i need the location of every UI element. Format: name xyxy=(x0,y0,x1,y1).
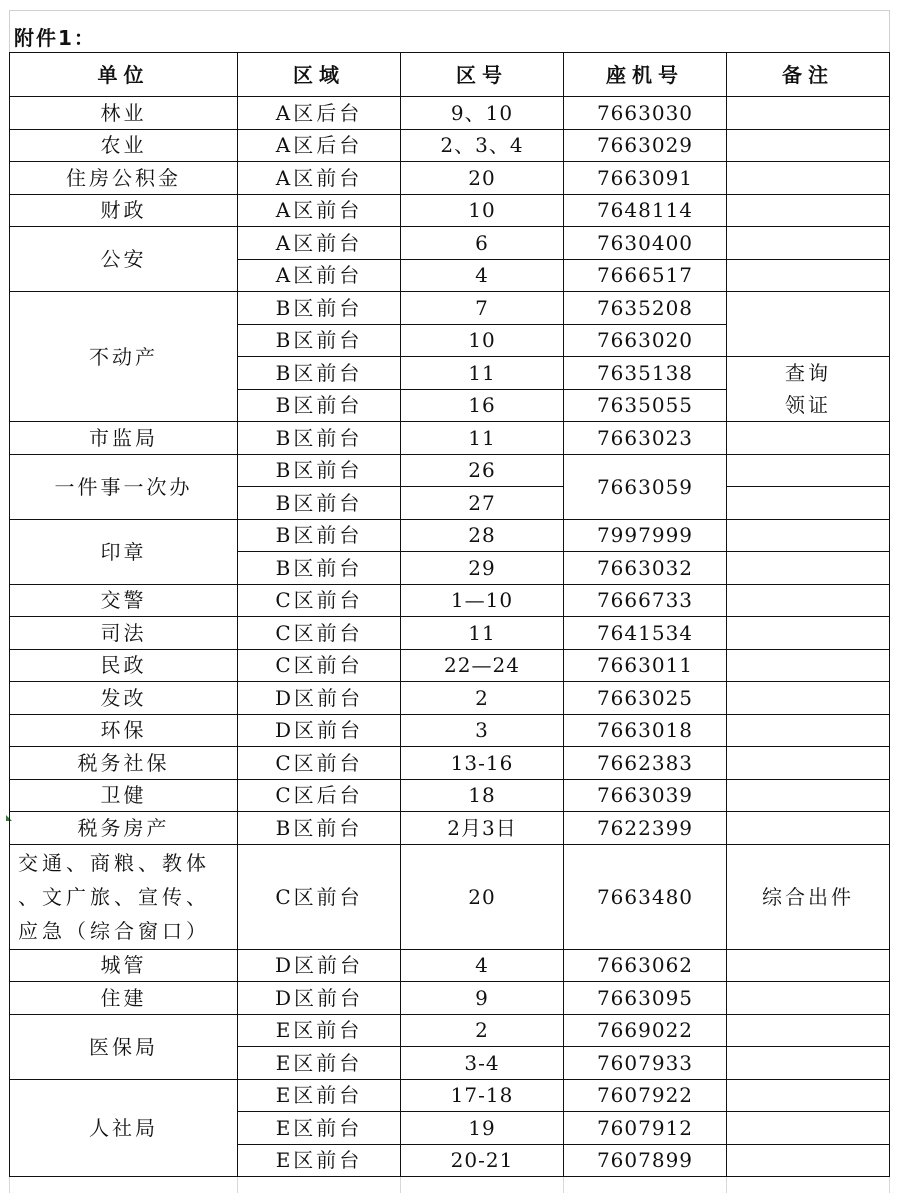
table-row xyxy=(10,519,890,552)
unit-cell: 住建 xyxy=(10,982,238,1015)
area-cell: C区后台 xyxy=(238,779,401,812)
zone-cell: 1—10 xyxy=(401,584,564,617)
note-cell xyxy=(727,714,890,747)
note-cell xyxy=(727,682,890,715)
area-cell: A区前台 xyxy=(238,227,401,260)
unit-cell: 司法 xyxy=(10,617,238,650)
zone-cell: 9、10 xyxy=(401,97,564,130)
zone-cell: 6 xyxy=(401,227,564,260)
phone-cell: 7635208 xyxy=(564,292,727,325)
phone-cell: 7663029 xyxy=(564,129,727,162)
table-row xyxy=(10,844,890,949)
table-row xyxy=(10,1014,890,1047)
note-line: 领证 xyxy=(785,393,831,417)
unit-cell: 环保 xyxy=(10,714,238,747)
phone-cell: 7663039 xyxy=(564,779,727,812)
unit-cell: 医保局 xyxy=(10,1014,238,1079)
unit-cell: 一件事一次办 xyxy=(10,454,238,519)
phone-cell: 7607933 xyxy=(564,1047,727,1080)
area-cell: C区前台 xyxy=(238,844,401,949)
contact-table xyxy=(9,52,890,1193)
header-unit: 单位 xyxy=(10,53,238,97)
phone-cell: 7669022 xyxy=(564,1014,727,1047)
zone-cell: 13-16 xyxy=(401,747,564,780)
phone-cell: 7607899 xyxy=(564,1144,727,1177)
area-cell: A区前台 xyxy=(238,162,401,195)
phone-cell: 7663095 xyxy=(564,982,727,1015)
zone-cell: 3 xyxy=(401,714,564,747)
phone-cell: 7635055 xyxy=(564,389,727,422)
table-row xyxy=(10,129,890,162)
zone-cell: 10 xyxy=(401,194,564,227)
empty-cell xyxy=(727,1177,890,1194)
area-cell: B区前台 xyxy=(238,454,401,487)
note-cell xyxy=(727,584,890,617)
phone-cell: 7635138 xyxy=(564,357,727,390)
table-row xyxy=(10,194,890,227)
unit-cell: 不动产 xyxy=(10,292,238,422)
zone-cell: 2 xyxy=(401,682,564,715)
area-cell: C区前台 xyxy=(238,649,401,682)
area-cell: B区前台 xyxy=(238,487,401,520)
unit-cell: 交警 xyxy=(10,584,238,617)
area-cell: E区前台 xyxy=(238,1144,401,1177)
unit-cell: 农业 xyxy=(10,129,238,162)
note-cell xyxy=(727,292,890,357)
note-cell xyxy=(727,487,890,520)
area-cell: C区前台 xyxy=(238,617,401,650)
area-cell: E区前台 xyxy=(238,1014,401,1047)
note-cell xyxy=(727,1112,890,1145)
area-cell: A区前台 xyxy=(238,194,401,227)
zone-cell: 26 xyxy=(401,454,564,487)
area-cell: B区前台 xyxy=(238,812,401,845)
unit-cell: 印章 xyxy=(10,519,238,584)
note-cell xyxy=(727,812,890,845)
zone-cell: 29 xyxy=(401,552,564,585)
note-cell xyxy=(727,454,890,487)
zone-cell: 7 xyxy=(401,292,564,325)
table-row xyxy=(10,162,890,195)
note-cell xyxy=(727,617,890,650)
area-cell: D区前台 xyxy=(238,682,401,715)
unit-cell: 公安 xyxy=(10,227,238,292)
table-row xyxy=(10,682,890,715)
zone-cell: 17-18 xyxy=(401,1079,564,1112)
area-cell: A区后台 xyxy=(238,97,401,130)
phone-cell: 7666733 xyxy=(564,584,727,617)
table-row xyxy=(10,584,890,617)
attachment-title: 附件1： xyxy=(14,26,96,50)
zone-cell: 4 xyxy=(401,949,564,982)
zone-cell: 19 xyxy=(401,1112,564,1145)
empty-cell xyxy=(10,1177,238,1194)
note-cell xyxy=(727,949,890,982)
zone-cell: 11 xyxy=(401,617,564,650)
zone-cell: 22—24 xyxy=(401,649,564,682)
area-cell: B区前台 xyxy=(238,552,401,585)
unit-line: 应急（综合窗口） xyxy=(18,918,210,943)
area-cell: D区前台 xyxy=(238,982,401,1015)
phone-cell: 7662383 xyxy=(564,747,727,780)
zone-cell: 18 xyxy=(401,779,564,812)
empty-trailing-row xyxy=(10,1177,890,1194)
note-cell xyxy=(727,779,890,812)
phone-cell: 7663059 xyxy=(564,454,727,519)
unit-cell: 城管 xyxy=(10,949,238,982)
phone-cell: 7630400 xyxy=(564,227,727,260)
zone-cell: 2 xyxy=(401,1014,564,1047)
area-cell: C区前台 xyxy=(238,584,401,617)
table-row xyxy=(10,97,890,130)
area-cell: E区前台 xyxy=(238,1079,401,1112)
note-cell xyxy=(727,1144,890,1177)
note-cell xyxy=(727,1014,890,1047)
note-cell xyxy=(727,982,890,1015)
phone-cell: 7663062 xyxy=(564,949,727,982)
note-cell xyxy=(727,227,890,260)
area-cell: D区前台 xyxy=(238,949,401,982)
unit-cell: 财政 xyxy=(10,194,238,227)
unit-line: 交通、商粮、教体 xyxy=(18,850,210,875)
table-row xyxy=(10,747,890,780)
note-cell xyxy=(727,649,890,682)
zone-cell: 20 xyxy=(401,844,564,949)
zone-cell: 16 xyxy=(401,389,564,422)
phone-cell: 7607922 xyxy=(564,1079,727,1112)
unit-cell: 住房公积金 xyxy=(10,162,238,195)
phone-cell: 7663020 xyxy=(564,324,727,357)
header-zone: 区号 xyxy=(401,53,564,97)
area-cell: B区前台 xyxy=(238,519,401,552)
table-row xyxy=(10,422,890,455)
zone-cell: 4 xyxy=(401,259,564,292)
unit-cell: 税务房产 xyxy=(10,812,238,845)
note-cell xyxy=(727,97,890,130)
area-cell: E区前台 xyxy=(238,1047,401,1080)
sheet-top-gridline xyxy=(9,10,890,11)
area-cell: A区后台 xyxy=(238,129,401,162)
unit-cell: 卫健 xyxy=(10,779,238,812)
area-cell: B区前台 xyxy=(238,292,401,325)
note-cell xyxy=(727,552,890,585)
table-row xyxy=(10,649,890,682)
empty-cell xyxy=(401,1177,564,1194)
header-phone: 座机号 xyxy=(564,53,727,97)
table-row xyxy=(10,617,890,650)
table-row xyxy=(10,982,890,1015)
phone-cell: 7607912 xyxy=(564,1112,727,1145)
sheet-right-gridline xyxy=(889,10,890,52)
note-cell xyxy=(727,519,890,552)
empty-cell xyxy=(238,1177,401,1194)
note-line: 查询 xyxy=(785,361,831,385)
phone-cell: 7663011 xyxy=(564,649,727,682)
zone-cell: 2、3、4 xyxy=(401,129,564,162)
phone-cell: 7663091 xyxy=(564,162,727,195)
unit-cell xyxy=(10,844,238,949)
area-cell: D区前台 xyxy=(238,714,401,747)
zone-cell: 27 xyxy=(401,487,564,520)
area-cell: B区前台 xyxy=(238,357,401,390)
table-row xyxy=(10,812,890,845)
note-cell xyxy=(727,259,890,292)
header-area: 区域 xyxy=(238,53,401,97)
note-cell xyxy=(727,194,890,227)
zone-cell: 11 xyxy=(401,357,564,390)
zone-cell: 2月3日 xyxy=(401,812,564,845)
table-row xyxy=(10,227,890,260)
zone-cell: 10 xyxy=(401,324,564,357)
area-cell: B区前台 xyxy=(238,389,401,422)
phone-cell: 7663032 xyxy=(564,552,727,585)
table-row xyxy=(10,454,890,487)
phone-cell: 7666517 xyxy=(564,259,727,292)
phone-cell: 7663023 xyxy=(564,422,727,455)
note-cell: 综合出件 xyxy=(727,844,890,949)
note-cell xyxy=(727,162,890,195)
phone-cell: 7641534 xyxy=(564,617,727,650)
area-cell: C区前台 xyxy=(238,747,401,780)
table-row xyxy=(10,779,890,812)
table-row xyxy=(10,1079,890,1112)
note-cell xyxy=(727,357,890,422)
phone-cell: 7663025 xyxy=(564,682,727,715)
unit-cell: 市监局 xyxy=(10,422,238,455)
area-cell: E区前台 xyxy=(238,1112,401,1145)
sheet-left-gridline xyxy=(9,10,10,52)
table-row xyxy=(10,949,890,982)
area-cell: B区前台 xyxy=(238,324,401,357)
zone-cell: 20 xyxy=(401,162,564,195)
note-cell xyxy=(727,1047,890,1080)
phone-cell: 7663030 xyxy=(564,97,727,130)
phone-cell: 7663480 xyxy=(564,844,727,949)
zone-cell: 3-4 xyxy=(401,1047,564,1080)
table-row xyxy=(10,292,890,325)
zone-cell: 9 xyxy=(401,982,564,1015)
zone-cell: 28 xyxy=(401,519,564,552)
unit-cell: 税务社保 xyxy=(10,747,238,780)
phone-cell: 7997999 xyxy=(564,519,727,552)
zone-cell: 20-21 xyxy=(401,1144,564,1177)
empty-cell xyxy=(564,1177,727,1194)
note-cell xyxy=(727,1079,890,1112)
phone-cell: 7663018 xyxy=(564,714,727,747)
zone-cell: 11 xyxy=(401,422,564,455)
unit-cell: 人社局 xyxy=(10,1079,238,1177)
unit-line: 、文广旅、宣传、 xyxy=(18,884,210,909)
area-cell: A区前台 xyxy=(238,259,401,292)
note-cell xyxy=(727,129,890,162)
unit-cell: 发改 xyxy=(10,682,238,715)
area-cell: B区前台 xyxy=(238,422,401,455)
table-header-row xyxy=(10,53,890,97)
note-cell xyxy=(727,422,890,455)
header-note: 备注 xyxy=(727,53,890,97)
phone-cell: 7622399 xyxy=(564,812,727,845)
phone-cell: 7648114 xyxy=(564,194,727,227)
note-cell xyxy=(727,747,890,780)
unit-cell: 民政 xyxy=(10,649,238,682)
unit-cell: 林业 xyxy=(10,97,238,130)
table-row xyxy=(10,714,890,747)
